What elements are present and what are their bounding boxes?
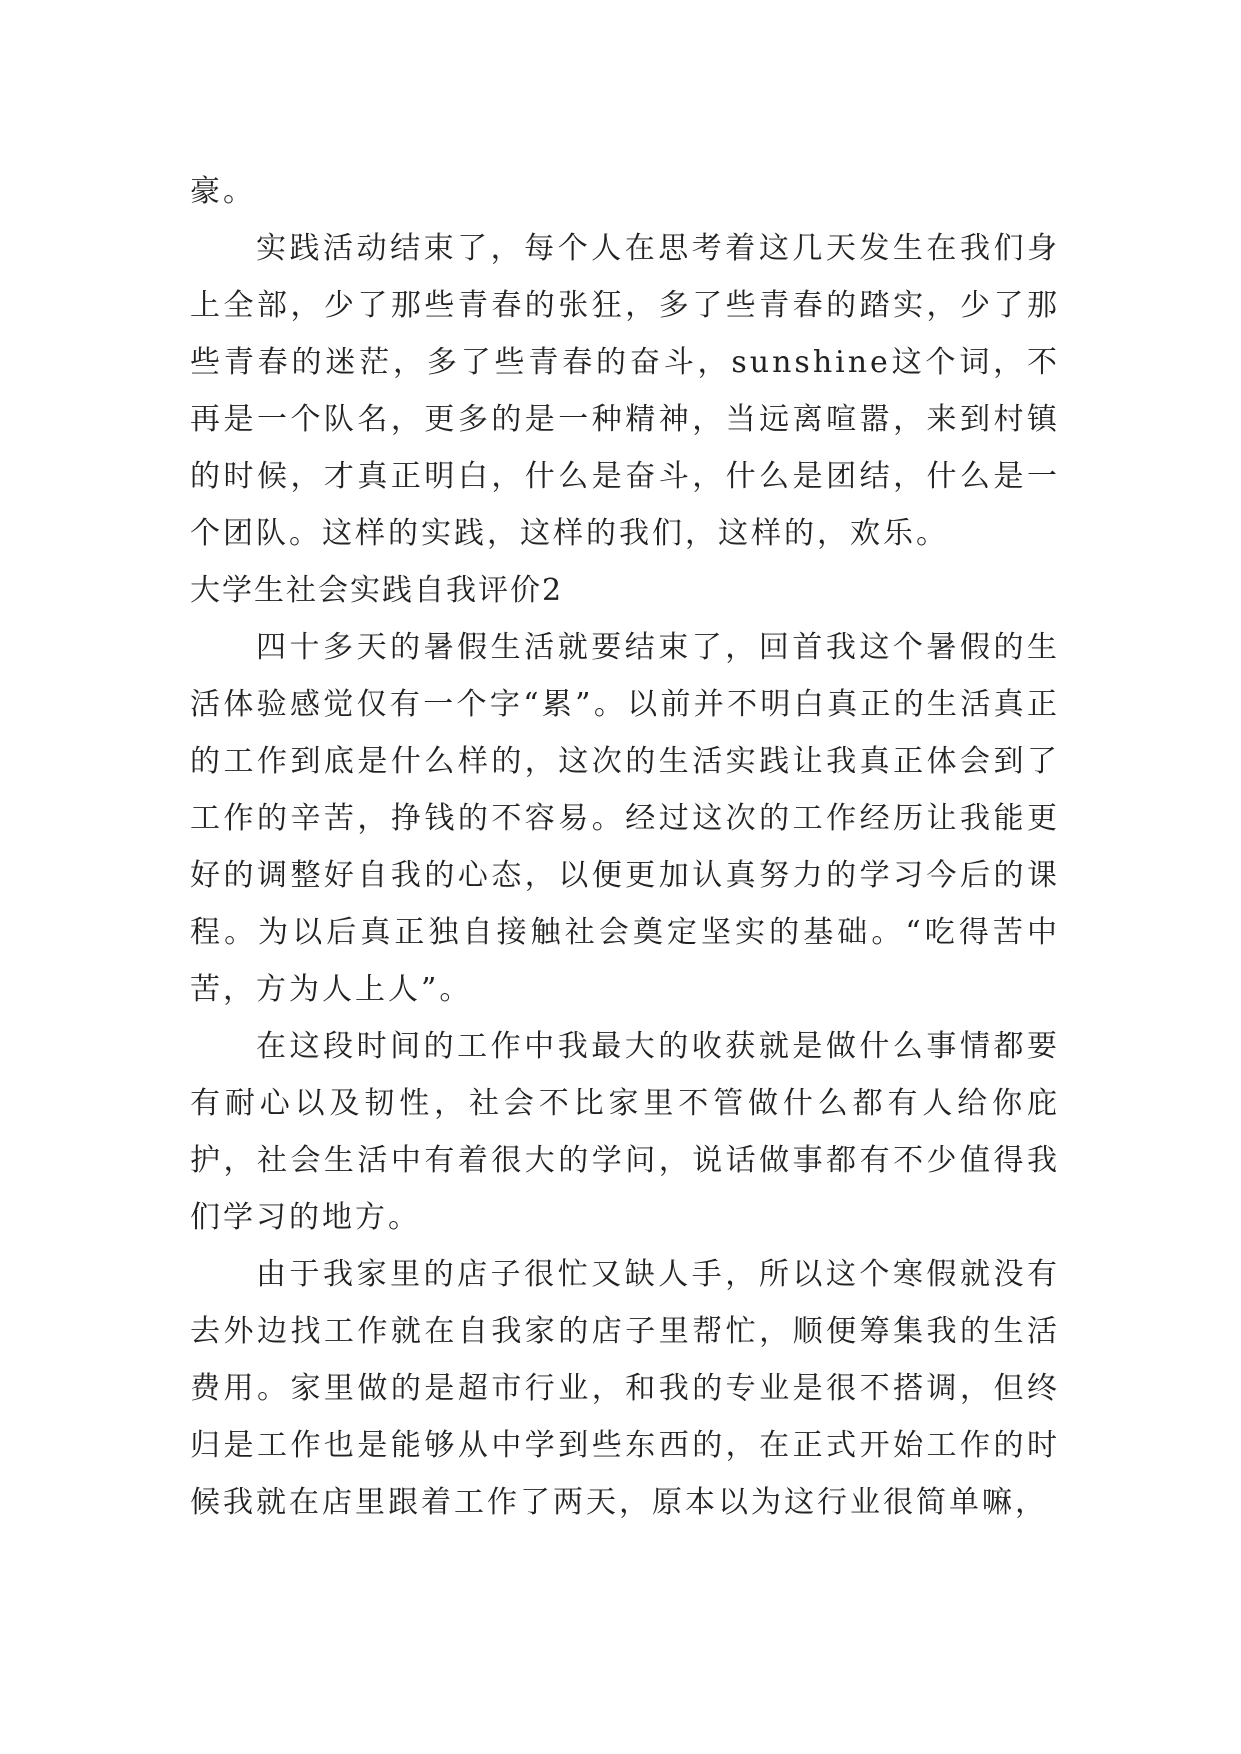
section-heading: 大学生社会实践自我评价2 (190, 573, 564, 608)
paragraph-gains: 在这段时间的工作中我最大的收获就是做什么事情都要有耐心以及韧性，社会不比家里不管做什么都有人给你庇护，社会生活中有着很大的学问，说话做事都有不少值得我们学习的地方。 (190, 1029, 1060, 1235)
paragraph-family-store: 由于我家里的店子很忙又缺人手，所以这个寒假就没有去外边找工作就在自我家的店子里帮忙，顺便筹集我的生活费用。家里做的是超市行业，和我的专业是很不搭调，但终归是工作也是能够从中学到些东西的，在正式开始工作的时候我就在店里跟着工作了两天，原本以为这行业很简单嘛， (190, 1257, 1060, 1520)
paragraph-practice-summary: 实践活动结束了，每个人在思考着这几天发生在我们身上全部，少了那些青春的张狂，多了些青春的踏实，少了那些青春的迷茫，多了些青春的奋斗，sunshine这个词，不再是一个队名，更多的是一种精神，当远离喧嚣，来到村镇的时候，才真正明白，什么是奋斗，什么是团结，什么是一个团队。这样的实践，这样的我们，这样的，欢乐。 (190, 231, 1060, 551)
paragraph-continuation: 豪。 (190, 174, 256, 209)
paragraph-summer-life: 四十多天的暑假生活就要结束了，回首我这个暑假的生活体验感觉仅有一个字“累”。以前并不明白真正的生活真正的工作到底是什么样的，这次的生活实践让我真正体会到了工作的辛苦，挣钱的不容易。经过这次的工作经历让我能更好的调整好自我的心态，以便更加认真努力的学习今后的课程。为以后真正独自接触社会奠定坚实的基础。“吃得苦中苦，方为人上人”。 (190, 630, 1060, 1007)
document-body (190, 163, 1060, 1531)
